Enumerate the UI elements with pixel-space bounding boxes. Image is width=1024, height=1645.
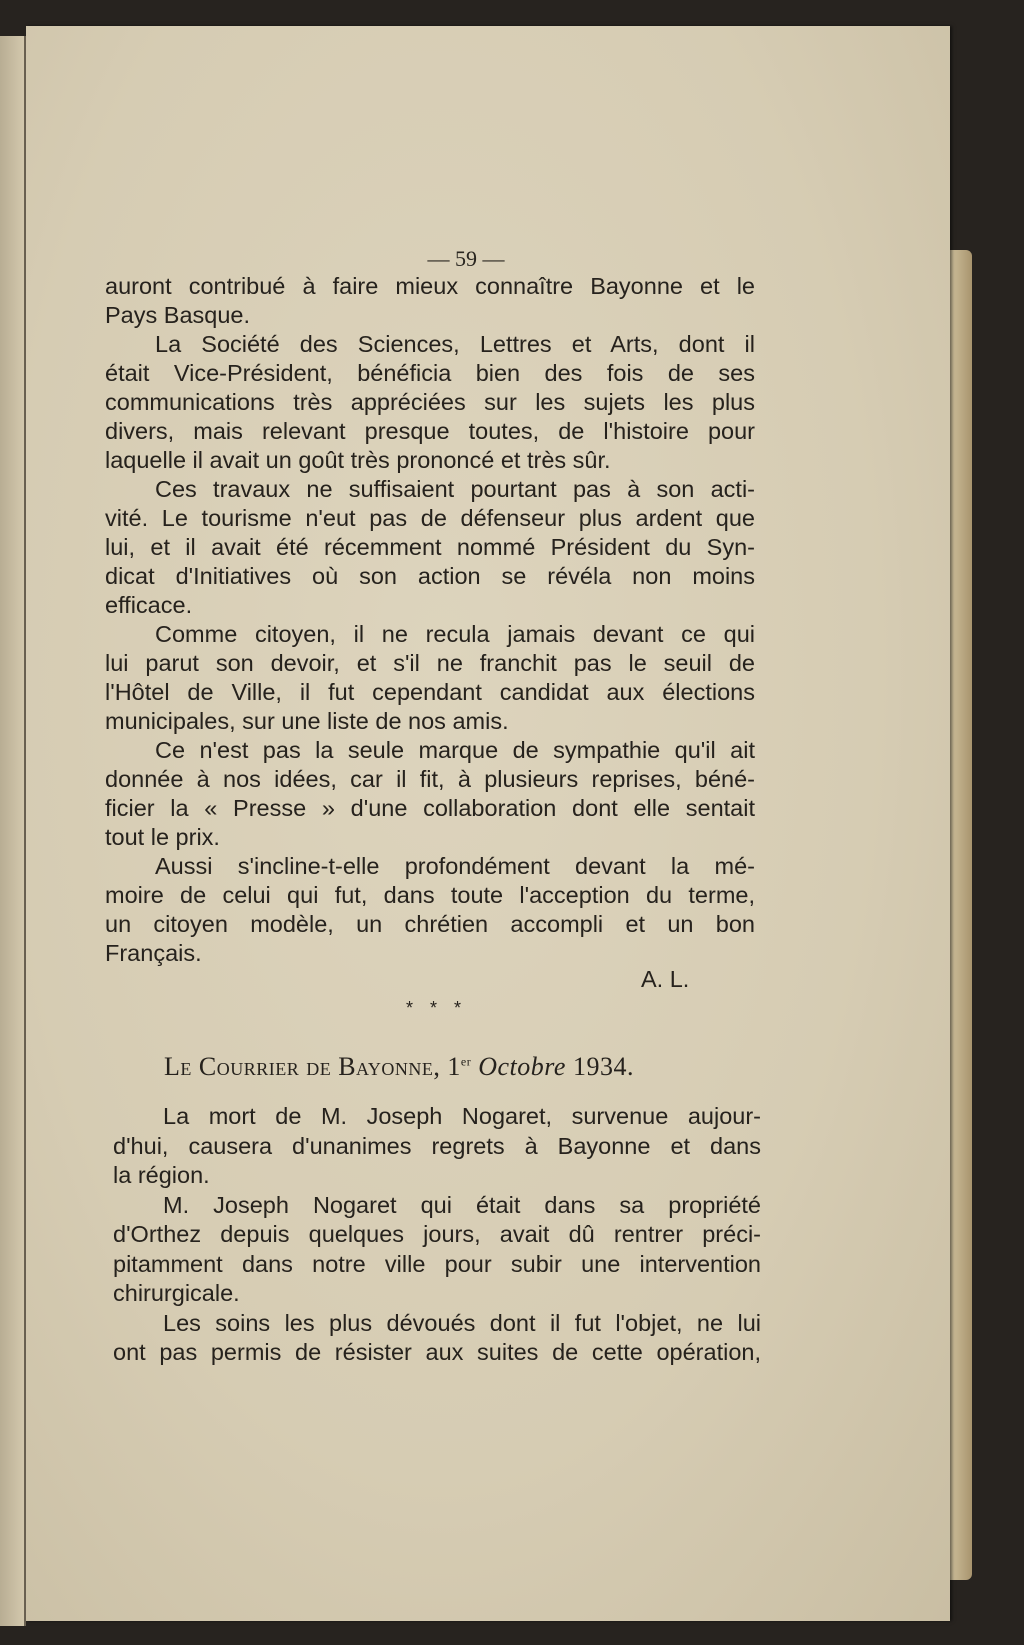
text-line: Comme citoyen, il ne recula jamais devant ce qui: [155, 621, 755, 647]
text-line: laquelle il avait un goût très prononcé et très sûr.: [105, 447, 611, 473]
text-line: moire de celui qui fut, dans toute l'acception du terme,: [105, 882, 755, 908]
text-line: M. Joseph Nogaret qui était dans sa propriété: [163, 1191, 761, 1218]
text-line: Ce n'est pas la seule marque de sympathie qu'il ait: [155, 737, 755, 763]
text-line: ont pas permis de résister aux suites de cette opération,: [113, 1339, 761, 1365]
heading-day: 1: [447, 1052, 461, 1081]
text-line: lui parut son devoir, et s'il ne franchit pas le seuil de: [105, 650, 755, 676]
text-line: La Société des Sciences, Lettres et Arts, dont il: [155, 331, 755, 357]
text-line: chirurgicale.: [113, 1280, 240, 1306]
text-line: était Vice-Président, bénéficia bien des fois de ses: [105, 360, 755, 386]
page-number: — 59 —: [427, 246, 505, 271]
heading-year: 1934.: [572, 1052, 634, 1081]
text-line: la région.: [113, 1162, 210, 1188]
text-line: dicat d'Initiatives où son action se révéla non moins: [105, 563, 755, 589]
text-line: La mort de M. Joseph Nogaret, survenue aujour-: [163, 1103, 761, 1129]
text-line: tout le prix.: [105, 824, 220, 850]
text-line: municipales, sur une liste de nos amis.: [105, 708, 509, 734]
text-line: pitamment dans notre ville pour subir une intervention: [113, 1250, 761, 1277]
text-line: Pays Basque.: [105, 302, 251, 328]
text-line: Les soins les plus dévoués dont il fut l'objet, ne lui: [163, 1309, 761, 1336]
text-line: lui, et il avait été récemment nommé Président du Syn-: [105, 534, 755, 560]
text-line: Ces travaux ne suffisaient pourtant pas à son acti-: [155, 476, 755, 502]
signature: A. L.: [641, 966, 690, 992]
book-page: [26, 26, 950, 1621]
text-line: un citoyen modèle, un chrétien accompli et un bon: [105, 911, 755, 937]
text-block-courrier: [113, 1102, 761, 1368]
section-heading: [164, 1052, 634, 1082]
section-separator: * * *: [406, 998, 468, 1018]
facing-page-edge: [0, 36, 26, 1626]
text-line: divers, mais relevant presque toutes, de l'histoire pour: [105, 418, 755, 444]
text-line: Aussi s'incline-t-elle profondément devant la mé-: [155, 853, 755, 879]
heading-month: Octobre: [478, 1052, 566, 1081]
newspaper-name: Le Courrier de Bayonne,: [164, 1052, 441, 1081]
heading-day-suffix: er: [460, 1054, 472, 1069]
text-line: communications très appréciées sur les sujets les plus: [105, 389, 755, 415]
text-line: donnée à nos idées, car il fit, à plusieurs reprises, béné-: [105, 766, 755, 792]
text-line: Français.: [105, 940, 202, 966]
text-line: ficier la « Presse » d'une collaboration dont elle sentait: [105, 795, 755, 821]
text-line: efficace.: [105, 592, 193, 618]
text-line: d'Orthez depuis quelques jours, avait dû rentrer préci-: [113, 1221, 761, 1247]
text-line: vité. Le tourisme n'eut pas de défenseur plus ardent que: [105, 505, 755, 531]
text-line: d'hui, causera d'unanimes regrets à Bayonne et dans: [113, 1132, 761, 1159]
text-line: l'Hôtel de Ville, il fut cependant candidat aux élections: [105, 679, 755, 705]
text-line: auront contribué à faire mieux connaître Bayonne et le: [105, 273, 755, 299]
text-block-obituary: [105, 272, 755, 968]
